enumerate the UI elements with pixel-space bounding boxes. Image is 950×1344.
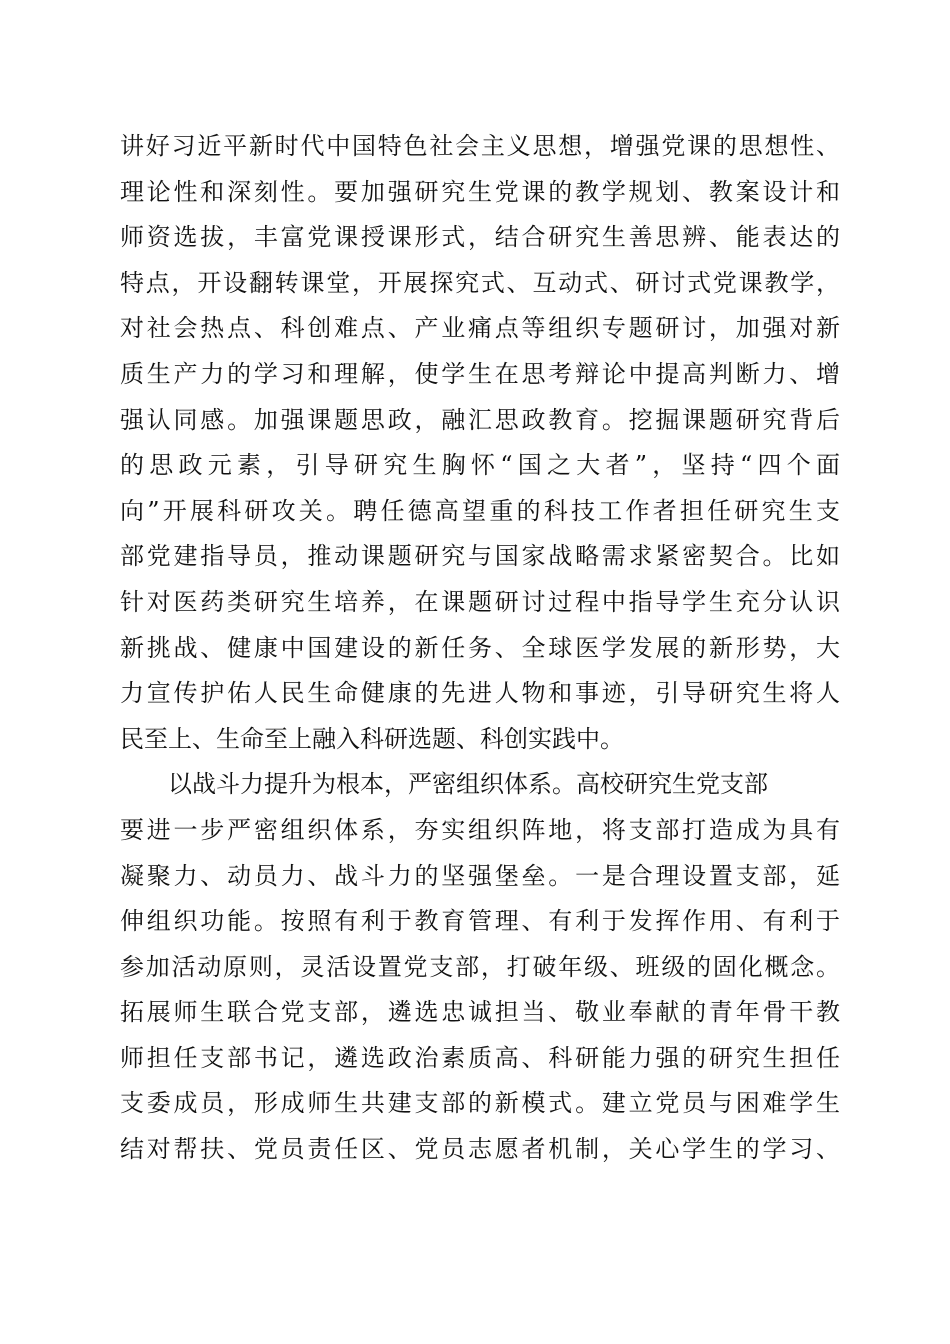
- text-line: 师资选拔，丰富党课授课形式，结合研究生善思辨、能表达的: [120, 223, 840, 252]
- text-line: 要进一步严密组织体系，夯实组织阵地，将支部打造成为具有: [120, 815, 840, 844]
- text-line: 参加活动原则，灵活设置党支部，打破年级、班级的固化概念。: [120, 952, 840, 981]
- text-line: 特点，开设翻转课堂，开展探究式、互动式、研讨式党课教学，: [120, 268, 840, 297]
- text-line: 以战斗力提升为根本，严密组织体系。高校研究生党支部: [168, 770, 768, 799]
- text-line: 向”开展科研攻关。聘任德高望重的科技工作者担任研究生支: [120, 496, 840, 525]
- text-line: 力宣传护佑人民生命健康的先进人物和事迹，引导研究生将人: [120, 679, 840, 708]
- text-line: 理论性和深刻性。要加强研究生党课的教学规划、教案设计和: [120, 177, 840, 206]
- text-line: 部党建指导员，推动课题研究与国家战略需求紧密契合。比如: [120, 542, 840, 571]
- text-line: 质生产力的学习和理解，使学生在思考辩论中提高判断力、增: [120, 359, 840, 388]
- text-line: 新挑战、健康中国建设的新任务、全球医学发展的新形势，大: [120, 633, 840, 662]
- body-text: [120, 124, 840, 1173]
- text-line: 讲好习近平新时代中国特色社会主义思想，增强党课的思想性、: [120, 132, 840, 160]
- text-line: 民至上、生命至上融入科研选题、科创实践中。: [120, 724, 624, 753]
- text-line: 强认同感。加强课题思政，融汇思政教育。挖掘课题研究背后: [120, 405, 840, 434]
- text-line: 拓展师生联合党支部，遴选忠诚担当、敬业奉献的青年骨干教: [120, 998, 840, 1027]
- text-line: 对社会热点、科创难点、产业痛点等组织专题研讨，加强对新: [120, 314, 840, 343]
- text-line: 师担任支部书记，遴选政治素质高、科研能力强的研究生担任: [120, 1043, 840, 1072]
- text-line: 针对医药类研究生培养，在课题研讨过程中指导学生充分认识: [120, 587, 840, 616]
- text-line: 结对帮扶、党员责任区、党员志愿者机制，关心学生的学习、: [120, 1135, 840, 1164]
- text-line: 伸组织功能。按照有利于教育管理、有利于发挥作用、有利于: [120, 907, 840, 936]
- text-line: 凝聚力、动员力、战斗力的坚强堡垒。一是合理设置支部，延: [120, 861, 840, 890]
- text-line: 支委成员，形成师生共建支部的新模式。建立党员与困难学生: [120, 1089, 840, 1118]
- text-line: 的思政元素，引导研究生胸怀“国之大者”，坚持“四个面: [120, 451, 840, 480]
